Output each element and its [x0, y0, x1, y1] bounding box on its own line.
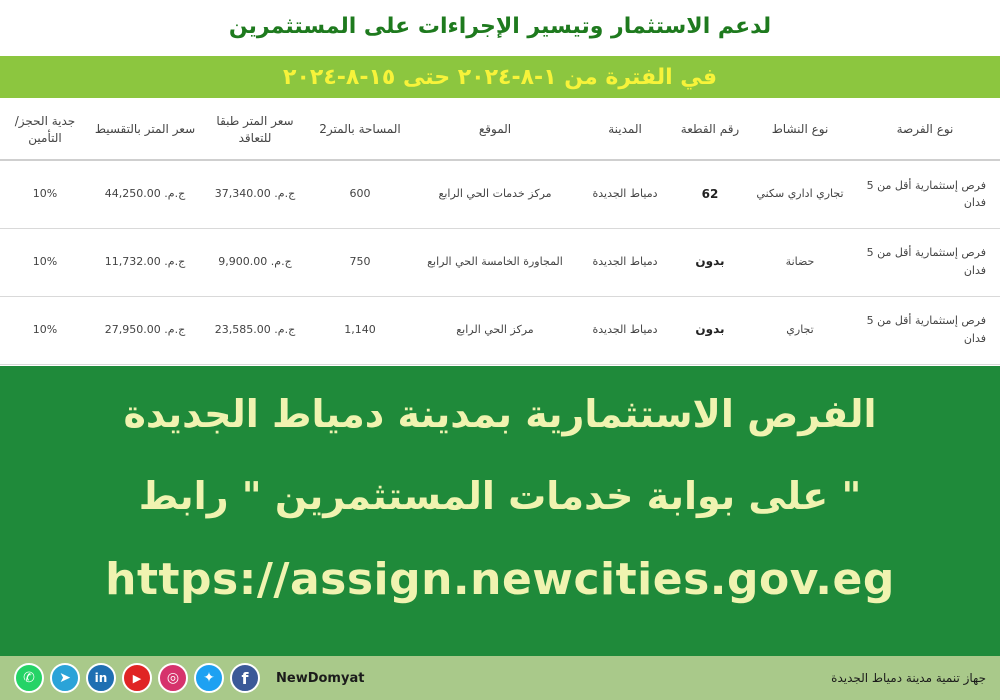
banner-subheadline: " على بوابة خدمات المستثمرين " رابط — [138, 474, 862, 518]
cell-deposit: 10% — [0, 160, 90, 228]
cell-activity-type: تجاري اداري سكني — [750, 160, 850, 228]
social-handle: NewDomyat — [276, 670, 365, 686]
cell-installment-price — [90, 296, 200, 364]
cell-city: دمياط الجديدة — [580, 160, 670, 228]
banner-headline: الفرص الاستثمارية بمدينة دمياط الجديدة — [123, 392, 877, 436]
cell-location: المجاورة الخامسة الحي الرابع — [410, 228, 580, 296]
header-city: المدينة — [580, 100, 670, 160]
cell-deposit: 10% — [0, 296, 90, 364]
cell-area: 1,140 — [310, 296, 410, 364]
cell-plot-number: بدون — [670, 296, 750, 364]
table-row — [0, 228, 1000, 296]
page-title: لدعم الاستثمار وتيسير الإجراءات على المستثمرين — [0, 0, 1000, 52]
cell-deposit: 10% — [0, 228, 90, 296]
cell-opportunity-type: فرص إستثمارية أقل من 5 فدان — [850, 228, 1000, 296]
organization-name: جهاز تنمية مدينة دمياط الجديدة — [831, 671, 986, 685]
portal-link[interactable]: https://assign.newcities.gov.eg — [105, 554, 895, 605]
cell-contract-price — [200, 160, 310, 228]
table-header-row — [0, 100, 1000, 160]
footer-bar — [0, 656, 1000, 700]
header-installment-price: سعر المتر بالتقسيط — [90, 100, 200, 160]
cell-activity-type: حضانة — [750, 228, 850, 296]
period-banner: في الفترة من ١-٨-٢٠٢٤ حتى ١٥-٨-٢٠٢٤ — [0, 56, 1000, 98]
cell-opportunity-type: فرص إستثمارية أقل من 5 فدان — [850, 296, 1000, 364]
cell-opportunity-type: فرص إستثمارية أقل من 5 فدان — [850, 160, 1000, 228]
cell-city: دمياط الجديدة — [580, 296, 670, 364]
youtube-icon[interactable]: ▶ — [122, 663, 152, 693]
table-row — [0, 160, 1000, 228]
contract-price-value: ج.م. 37,340.00 — [214, 187, 296, 201]
cell-area: 600 — [310, 160, 410, 228]
twitter-icon[interactable]: ✦ — [194, 663, 224, 693]
opportunities-table-container — [0, 100, 1000, 364]
cell-activity-type: تجاري — [750, 296, 850, 364]
promo-banner — [0, 366, 1000, 656]
table-row — [0, 296, 1000, 364]
cell-city: دمياط الجديدة — [580, 228, 670, 296]
header-area: المساحة بالمتر2 — [310, 100, 410, 160]
contract-price-value: ج.م. 23,585.00 — [214, 323, 296, 337]
opportunities-table — [0, 100, 1000, 365]
cell-plot-number: 62 — [670, 160, 750, 228]
whatsapp-icon[interactable]: ✆ — [14, 663, 44, 693]
header-opportunity-type: نوع الفرصة — [850, 100, 1000, 160]
social-links — [14, 663, 260, 693]
instagram-icon[interactable]: ◎ — [158, 663, 188, 693]
cell-area: 750 — [310, 228, 410, 296]
linkedin-icon[interactable]: in — [86, 663, 116, 693]
facebook-icon[interactable]: f — [230, 663, 260, 693]
header-location: الموقع — [410, 100, 580, 160]
cell-plot-number: بدون — [670, 228, 750, 296]
cell-installment-price — [90, 228, 200, 296]
telegram-icon[interactable]: ➤ — [50, 663, 80, 693]
installment-price-value: ج.م. 44,250.00 — [104, 187, 186, 201]
header-plot-number: رقم القطعة — [670, 100, 750, 160]
installment-price-value: ج.م. 11,732.00 — [104, 255, 186, 269]
cell-contract-price — [200, 296, 310, 364]
cell-location: مركز خدمات الحي الرابع — [410, 160, 580, 228]
cell-location: مركز الحي الرابع — [410, 296, 580, 364]
header-activity-type: نوع النشاط — [750, 100, 850, 160]
cell-contract-price — [200, 228, 310, 296]
header-contract-price: سعر المتر طبقا للتعاقد — [200, 100, 310, 160]
cell-installment-price — [90, 160, 200, 228]
installment-price-value: ج.م. 27,950.00 — [104, 323, 186, 337]
header-deposit: جدية الحجز/ التأمين — [0, 100, 90, 160]
contract-price-value: ج.م. 9,900.00 — [218, 255, 292, 269]
